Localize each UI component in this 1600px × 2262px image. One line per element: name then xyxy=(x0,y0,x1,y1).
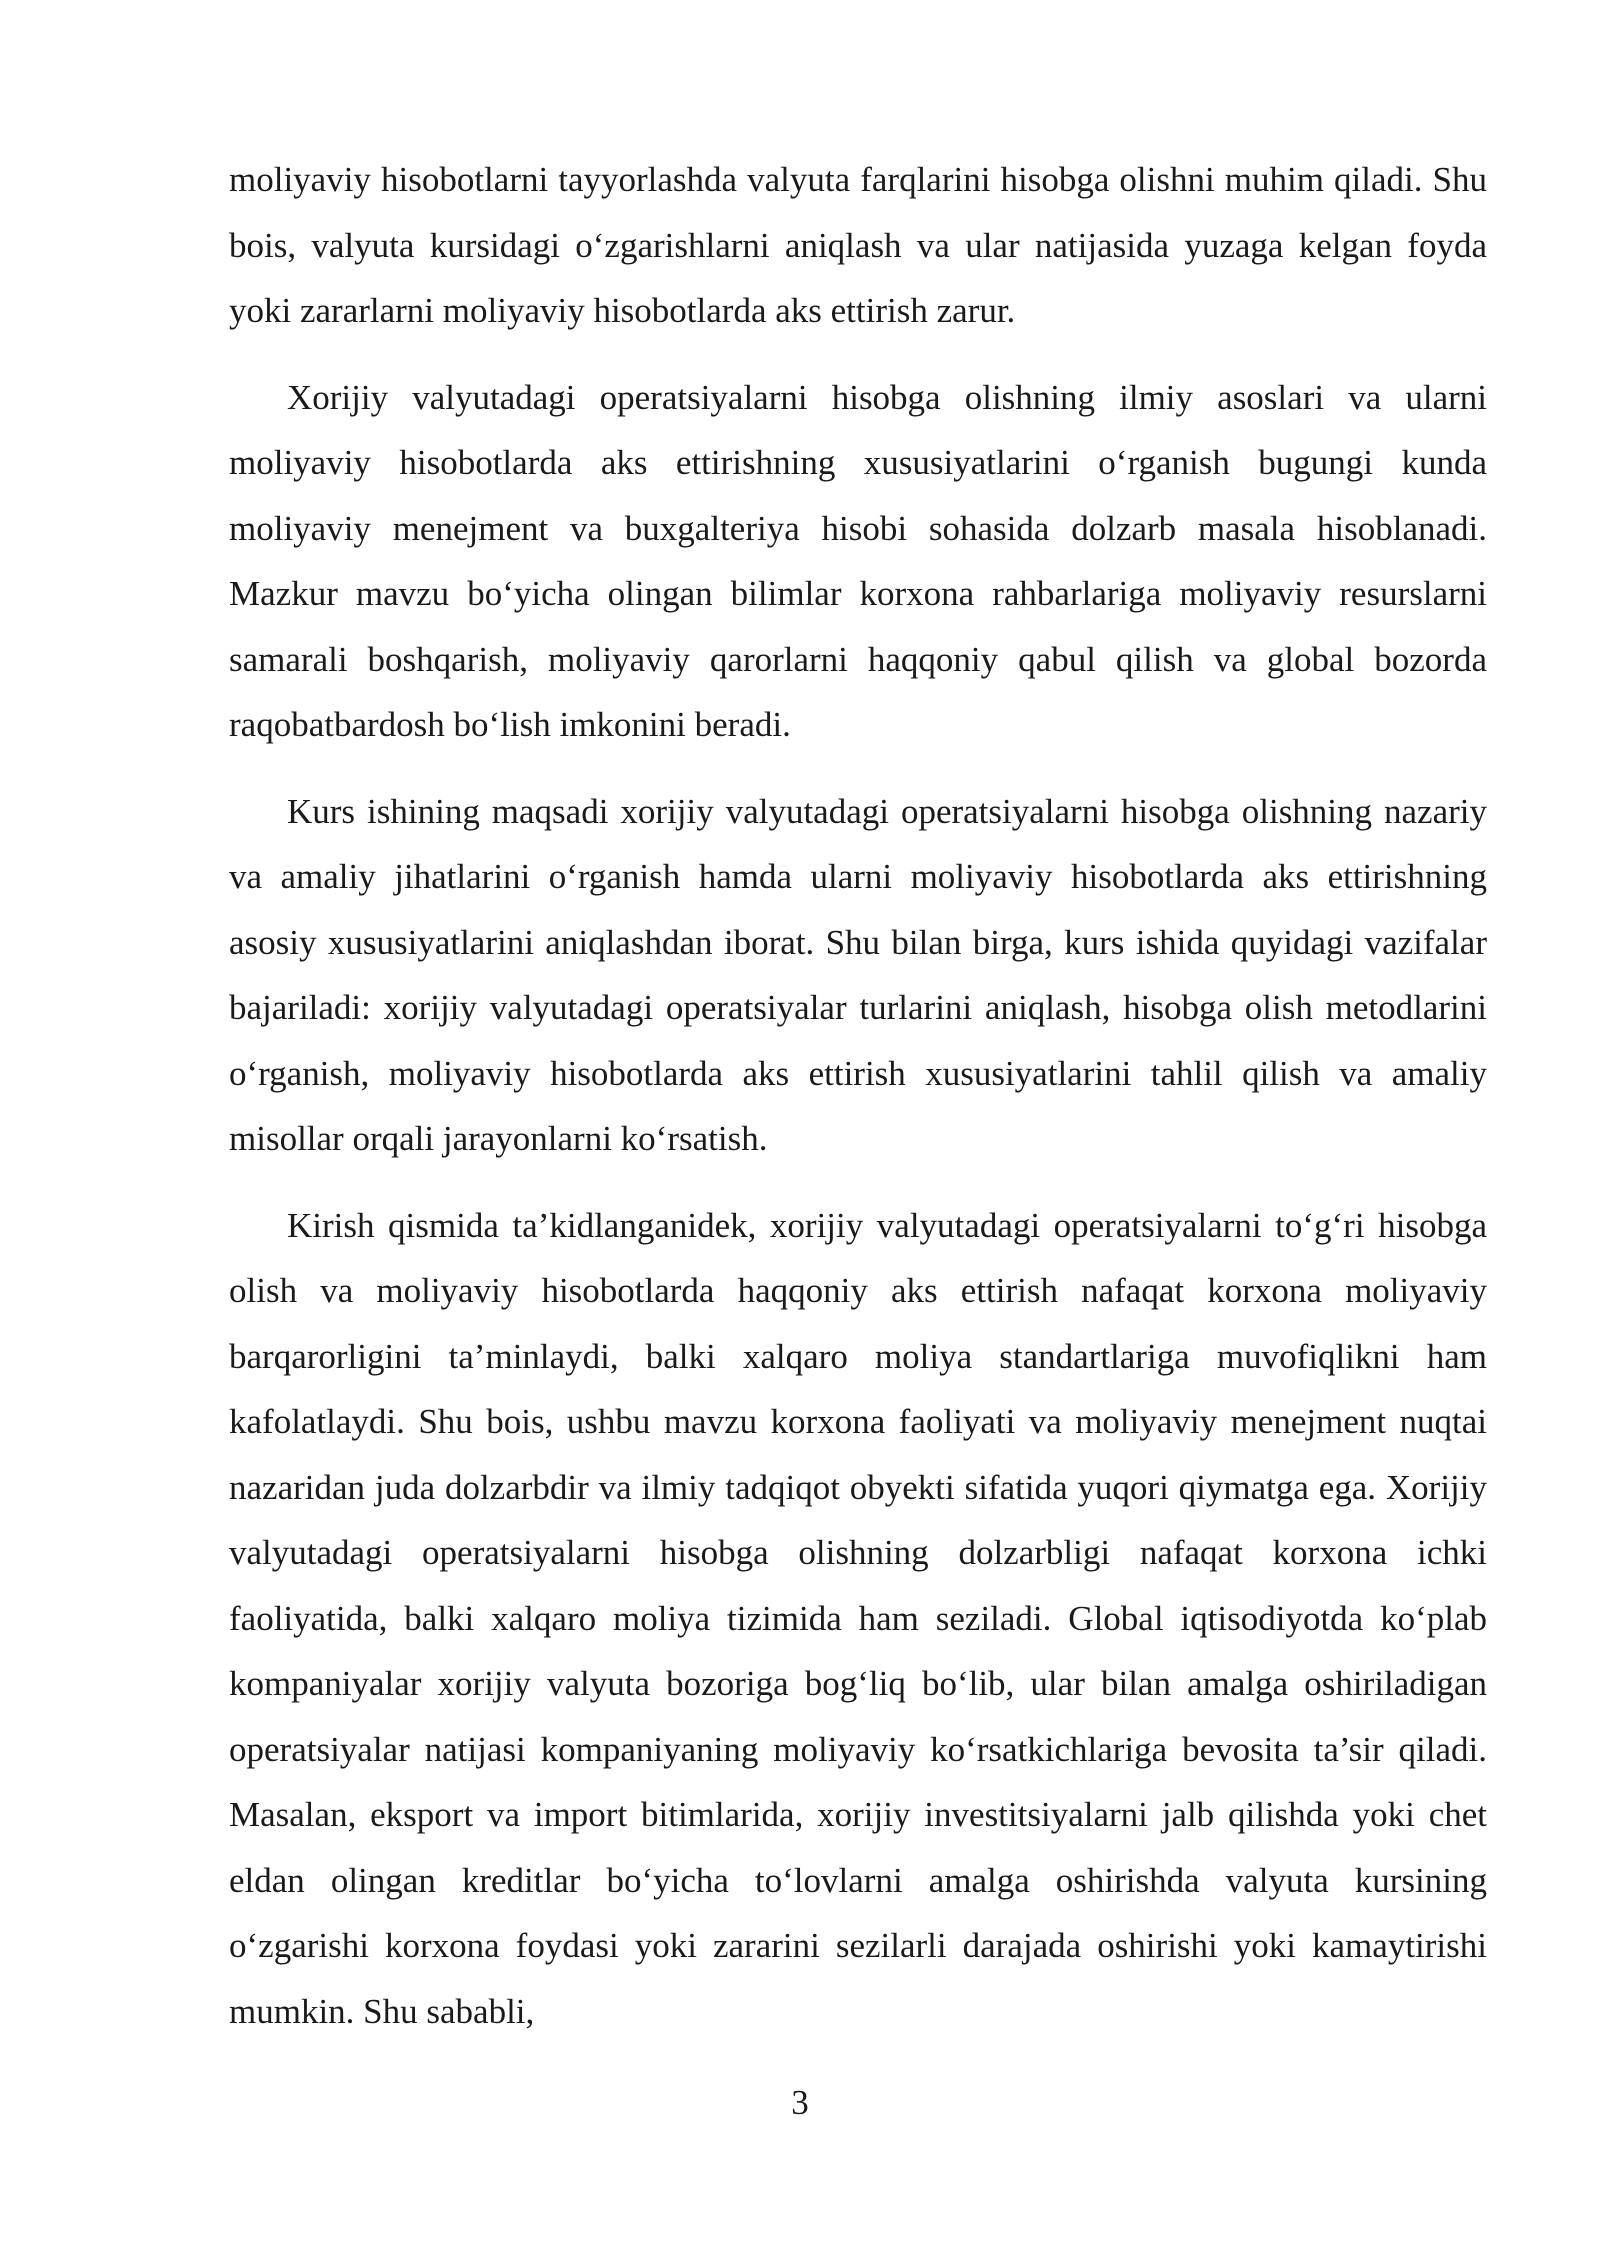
paragraph-relevance: Kirish qismida ta’kidlanganidek, xorijiy valyutadagi operatsiyalarni to‘g‘ri hisobga olish va moliyaviy hisobotlarda haqqoniy aks ettirish nafaqat korxona moliyaviy barqarorligini ta’minlaydi, balki xalqaro moliya standartlariga muvofiqlikni ham kafolatlaydi. Shu bois, ushbu mavzu korxona faoliyati va moliyaviy menejment nuqtai nazaridan juda dolzarbdir va ilmiy tadqiqot obyekti sifatida yuqori qiymatga ega. Xorijiy valyutadagi operatsiyalarni hisobga olishning dolzarbligi nafaqat korxona ichki faoliyatida, balki xalqaro moliya tizimida ham seziladi. Global iqtisodiyotda ko‘plab kompaniyalar xorijiy valyuta bozoriga bog‘liq bo‘lib, ular bilan amalga oshiriladigan operatsiyalar natijasi kompaniyaning moliyaviy ko‘rsatkichlariga bevosita ta’sir qiladi. Masalan, eksport va import bitimlarida, xorijiy investitsiyalarni jalb qilishda yoki chet eldan olingan kreditlar bo‘yicha to‘lovlarni amalga oshirishda valyuta kursining o‘zgarishi korxona foydasi yoki zararini sezilarli darajada oshirishi yoki kamaytirishi mumkin. Shu sababli, xyxy=(229,1205,1487,2031)
paragraph-course-goal: Kurs ishining maqsadi xorijiy valyutadagi operatsiyalarni hisobga olishning nazariy va amaliy jihatlarini o‘rganish hamda ularni moliyaviy hisobotlarda aks ettirishning asosiy xususiyatlarini aniqlashdan iborat. Shu bilan birga, kurs ishida quyidagi vazifalar bajariladi: xorijiy valyutadagi operatsiyalar turlarini aniqlash, hisobga olish metodlarini o‘rganish, moliyaviy hisobotlarda aks ettirish xususiyatlarini tahlil qilish va amaliy misollar orqali jarayonlarni ko‘rsatish. xyxy=(229,791,1487,1158)
body-text xyxy=(229,147,1487,2044)
page-number: 3 xyxy=(791,2083,809,2122)
paragraph-scientific-basis: Xorijiy valyutadagi operatsiyalarni hisobga olishning ilmiy asoslari va ularni moliyaviy hisobotlarda aks ettirishning xususiyatlarini o‘rganish bugungi kunda moliyaviy menejment va buxgalteriya hisobi sohasida dolzarb masala hisoblanadi. Mazkur mavzu bo‘yicha olingan bilimlar korxona rahbarlariga moliyaviy resurslarni samarali boshqarish, moliyaviy qarorlarni haqqoniy qabul qilish va global bozorda raqobatbardosh bo‘lish imkonini beradi. xyxy=(229,377,1487,744)
paragraph-continuation: moliyaviy hisobotlarni tayyorlashda valyuta farqlarini hisobga olishni muhim qiladi. Shu bois, valyuta kursidagi o‘zgarishlarni aniqlash va ular natijasida yuzaga kelgan foyda yoki zararlarni moliyaviy hisobotlarda aks ettirish zarur. xyxy=(229,160,1487,330)
